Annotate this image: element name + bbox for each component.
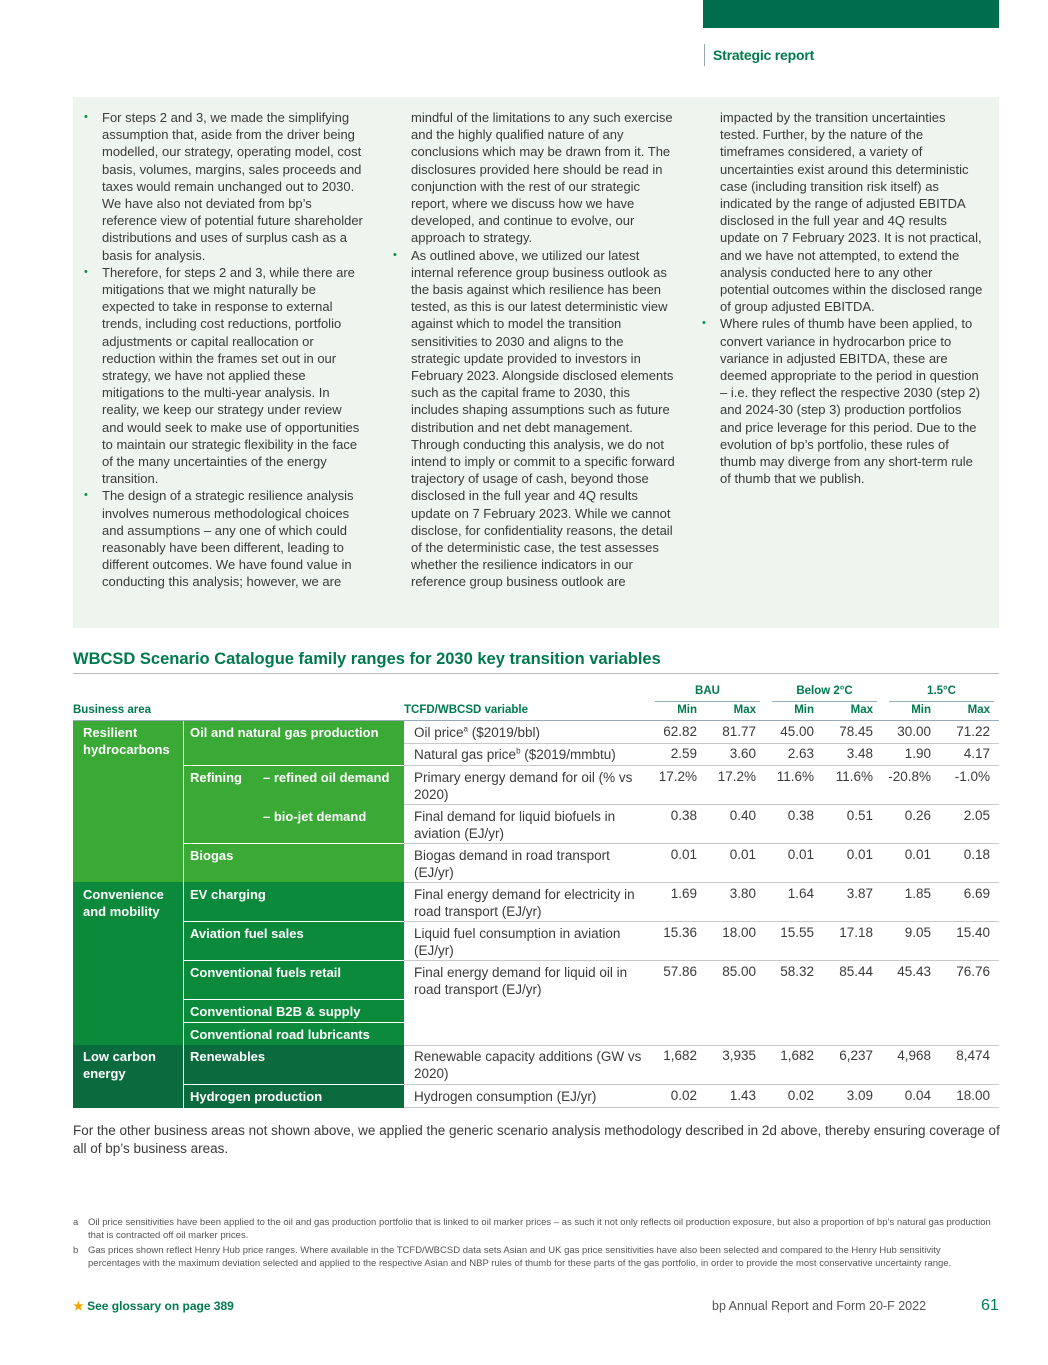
page-number: 61	[981, 1297, 999, 1314]
table-cell: 2.05	[963, 808, 990, 823]
table-cell: 2.63	[787, 746, 814, 761]
variable-name: Primary energy demand for oil (% vs 2020)	[414, 770, 633, 802]
bullet-item: • Therefore, for steps 2 and 3, while there are mitigations that we might naturally be expected to take in response to external trends, including cost reductions, portfolio adjustments or capital reallocation or reduction within the frames set out in our strategy, we have not applied these mitigations to the multi-year analysis. In reality, we keep our strategy under review and would seek to make use of opportunities to maintain our strategic flexibility in the face of the many uncertainties of the energy transition.	[84, 264, 366, 488]
cell-divider	[183, 765, 404, 766]
table-cell: 3.80	[729, 886, 756, 901]
sub-label: Aviation fuel sales	[190, 926, 304, 941]
variable-name: Final demand for liquid biofuels in aviation (EJ/yr)	[414, 809, 616, 841]
sub-label: Conventional B2B & supply	[190, 1004, 361, 1019]
row-rule	[404, 921, 999, 922]
table-cell: 4.17	[963, 746, 990, 761]
table-cell: 3.48	[846, 746, 873, 761]
sub-label: – refined oil demand	[263, 770, 390, 785]
table-cell: 85.44	[839, 964, 873, 979]
table-cell: 11.6%	[835, 769, 873, 784]
footnote-text: Oil price sensitivities have been applied to the oil and gas production portfolio that is linked to oil marker prices – as such it not only reflects oil production exposure, but also a proportion of bp’s natural gas production that is contracted off oil marker prices.	[88, 1217, 991, 1241]
table-cell: 0.01	[670, 847, 697, 862]
paragraph: impacted by the transition uncertainties tested. Further, by the nature of the timeframes considered, a variety of uncertainties exist around this deterministic case (including transition risk itself) as indicated by the range of adjusted EBITDA disclosed in the full year and 4Q results update on 7 February 2023. It is not practical, and we have not attempted, to extend the analysis conducted here to any other potential outcomes within the disclosed range of group adjusted EBITDA.	[720, 110, 983, 315]
table-cell: -20.8%	[888, 769, 931, 784]
table-cell: 85.00	[722, 964, 756, 979]
group-header-bau: BAU	[695, 685, 720, 697]
table-cell: 0.51	[846, 808, 873, 823]
table-cell: -1.0%	[954, 769, 990, 784]
table-cell: 1.64	[787, 886, 814, 901]
row-rule	[404, 804, 999, 805]
sub-label: Oil and natural gas production	[190, 725, 379, 740]
table-cell: 15.40	[956, 925, 990, 940]
cell-divider	[183, 921, 404, 922]
cell-divider	[183, 999, 404, 1000]
table-cell: 0.38	[787, 808, 814, 823]
table-cell: 18.00	[722, 925, 756, 940]
table-title: WBCSD Scenario Catalogue family ranges for 2030 key transition variables	[73, 650, 661, 668]
cell-divider	[183, 721, 184, 1108]
sub-label: Hydrogen production	[190, 1089, 323, 1104]
coverage-note: For the other business areas not shown above, we applied the generic scenario analysis methodology described in 2d above, thereby ensuring coverage of all of bp’s business areas.	[73, 1123, 1000, 1156]
table-cell: 17.2%	[717, 769, 756, 784]
report-title: bp Annual Report and Form 20-F 2022	[712, 1299, 927, 1313]
table-cell: 1.43	[729, 1088, 756, 1103]
table-cell: 3.87	[846, 886, 873, 901]
sub-label: Biogas	[190, 848, 234, 863]
table-cell: 45.00	[780, 724, 814, 739]
variable-name: Liquid fuel consumption in aviation (EJ/yr)	[414, 926, 621, 958]
cell-divider	[183, 960, 404, 961]
table-cell: 1.69	[670, 886, 697, 901]
row-rule	[404, 882, 999, 883]
section-title: Strategic report	[713, 47, 815, 63]
table-cell: 0.01	[904, 847, 931, 862]
column-header-min: Min	[794, 704, 814, 716]
group-header-below-2c: Below 2°C	[796, 685, 853, 697]
paragraph: mindful of the limitations to any such exercise and the highly qualified nature of any conclusions which may be drawn from it. The disclosures provided here should be read in conjunction with the rest of our strategic report, where we discuss how we have developed, and continue to evolve, our approach to strategy.	[411, 110, 673, 246]
table-cell: 71.22	[956, 724, 990, 739]
table-cell: 17.18	[839, 925, 873, 940]
group-rule	[889, 701, 994, 702]
group-rule	[772, 701, 877, 702]
column-header-business-area: Business area	[73, 704, 151, 716]
footnote-text: Gas prices shown reflect Henry Hub price ranges. Where available in the TCFD/WBCSD data sets Asian and UK gas price sensitivities have also been selected and compared to the Henry Hub sensitivity percentages with the maximum deviation selected and applied to the respective Asian and NBP rules of thumb for these parts of the gas portfolio, in order to provide the most conservative uncertainty range.	[88, 1245, 952, 1269]
bullet-item: • Where rules of thumb have been applied, to convert variance in hydrocarbon price to variance in adjusted EBITDA, these are deemed appropriate to the period in question – i.e. they reflect the respective 2030 (step 2) and 2024-30 (step 3) production portfolios and price leverage for this period. Due to the evolution of bp’s portfolio, these rules of thumb may diverge from any short-term rule of thumb that we publish.	[702, 315, 984, 487]
area-label: Low carbon energy	[83, 1049, 156, 1081]
column-header-min: Min	[677, 704, 697, 716]
variable-name: Final energy demand for electricity in road transport (EJ/yr)	[414, 887, 635, 919]
table-cell: 76.76	[956, 964, 990, 979]
table-cell: 15.36	[663, 925, 697, 940]
table-cell: 3,935	[722, 1048, 756, 1063]
table-cell: 81.77	[722, 724, 756, 739]
table-cell: 15.55	[780, 925, 814, 940]
column-header-max: Max	[967, 704, 990, 716]
table-cell: 1.85	[904, 886, 931, 901]
title-rule	[73, 673, 999, 674]
column-header-variable: TCFD/WBCSD variable	[404, 704, 528, 716]
table-cell: 45.43	[897, 964, 931, 979]
bullet-item: • The design of a strategic resilience analysis involves numerous methodological choices and assumptions – any one of which could reasonably have been different, leading to different outcomes. We have found value in conducting this analysis; however, we are	[84, 487, 366, 590]
table-cell: 8,474	[956, 1048, 990, 1063]
table-cell: 1,682	[663, 1048, 697, 1063]
sub-label: Refining	[190, 770, 242, 785]
table-cell: 9.05	[904, 925, 931, 940]
table-cell: 0.02	[670, 1088, 697, 1103]
table-cell: 0.01	[787, 847, 814, 862]
sub-label: Conventional fuels retail	[190, 965, 341, 980]
table-cell: 3.60	[729, 746, 756, 761]
table-cell: 0.01	[729, 847, 756, 862]
column-header-max: Max	[850, 704, 873, 716]
table-cell: 0.26	[904, 808, 931, 823]
group-rule	[655, 701, 760, 702]
table-cell: 1,682	[780, 1048, 814, 1063]
table-cell: 18.00	[956, 1088, 990, 1103]
table-cell: 0.38	[670, 808, 697, 823]
table-cell: 3.09	[846, 1088, 873, 1103]
footnote-mark: b	[73, 1245, 79, 1256]
row-rule	[404, 1045, 999, 1046]
table-cell: 4,968	[897, 1048, 931, 1063]
star-icon: ★	[73, 1299, 84, 1313]
intro-column-1	[84, 109, 366, 591]
footnote-a	[73, 1217, 993, 1242]
table-cell: 2.59	[670, 746, 697, 761]
variable-name: Biogas demand in road transport (EJ/yr)	[414, 848, 610, 880]
table-cell: 6,237	[839, 1048, 873, 1063]
bullet-item: • For steps 2 and 3, we made the simplifying assumption that, aside from the driver being modelled, our strategy, operating model, cost basis, volumes, margins, sales proceeds and taxes would remain unchanged out to 2030. We have also not deviated from bp’s reference view of potential future shareholder distributions and uses of surplus cash as a basis for analysis.	[84, 109, 366, 264]
group-header-1-5c: 1.5°C	[927, 685, 956, 697]
sub-label: Renewables	[190, 1049, 266, 1064]
table-cell: 1.90	[904, 746, 931, 761]
table-cell: 11.6%	[776, 769, 814, 784]
variable-gas-price: Natural gas price$^b$ ($2019/mmbtu)	[414, 746, 616, 762]
table-cell: 0.40	[729, 808, 756, 823]
table-cell: 58.32	[780, 964, 814, 979]
table-cell: 0.04	[904, 1088, 931, 1103]
table-cell: 57.86	[663, 964, 697, 979]
variable-name: Hydrogen consumption (EJ/yr)	[414, 1089, 597, 1104]
sub-label: – bio-jet demand	[263, 809, 367, 824]
cell-divider	[183, 1084, 404, 1085]
intro-column-2	[393, 109, 675, 591]
table-cell: 0.18	[963, 847, 990, 862]
table-cell: 78.45	[839, 724, 873, 739]
cell-divider	[183, 1022, 404, 1023]
sub-label: EV charging	[190, 887, 266, 902]
bullet-item: • As outlined above, we utilized our latest internal reference group business outlook as the basis against which resilience has been tested, as this is our latest deterministic view against which to model the transition sensitivities to 2030 and aligns to the strategic update provided to investors in February 2023. Alongside disclosed elements such as the capital frame to 2030, this includes shaping assumptions such as future distribution and net debt management. Through conducting this analysis, we do not intend to imply or commit to a specific forward trajectory of usage of cash, beyond those disclosed in the full year and 4Q results update on 7 February 2023. While we cannot disclose, for confidentiality reasons, the detail of the deterministic case, the test assesses whether the resilience indicators in our reference group business outlook are	[393, 247, 675, 591]
table-cell: 30.00	[897, 724, 931, 739]
row-rule	[404, 1107, 999, 1108]
row-rule	[404, 743, 999, 744]
table-cell: 17.2%	[658, 769, 697, 784]
row-rule	[404, 765, 999, 766]
footnote-b	[73, 1245, 993, 1270]
header-accent-bar	[703, 0, 999, 28]
variable-oil-price: Oil price$^a$ ($2019/bbl)	[414, 724, 541, 740]
glossary-link[interactable]: ★ See glossary on page 389	[73, 1299, 234, 1313]
footnote-mark: a	[73, 1217, 79, 1228]
sub-label: Conventional road lubricants	[190, 1027, 370, 1042]
column-header-max: Max	[733, 704, 756, 716]
row-rule	[404, 960, 999, 961]
intro-column-3	[702, 109, 984, 487]
column-header-min: Min	[911, 704, 931, 716]
row-rule	[404, 1084, 999, 1085]
area-label: Resilient hydrocarbons	[83, 725, 170, 757]
table-cell: 62.82	[663, 724, 697, 739]
cell-divider	[183, 843, 404, 844]
variable-name: Final energy demand for liquid oil in road transport (EJ/yr)	[414, 965, 628, 997]
header-divider	[704, 44, 705, 66]
table-cell: 6.69	[963, 886, 990, 901]
variable-name: Renewable capacity additions (GW vs 2020)	[414, 1049, 642, 1081]
table-cell: 0.01	[846, 847, 873, 862]
table-cell: 0.02	[787, 1088, 814, 1103]
area-label: Convenience and mobility	[83, 887, 164, 919]
row-rule	[404, 843, 999, 844]
